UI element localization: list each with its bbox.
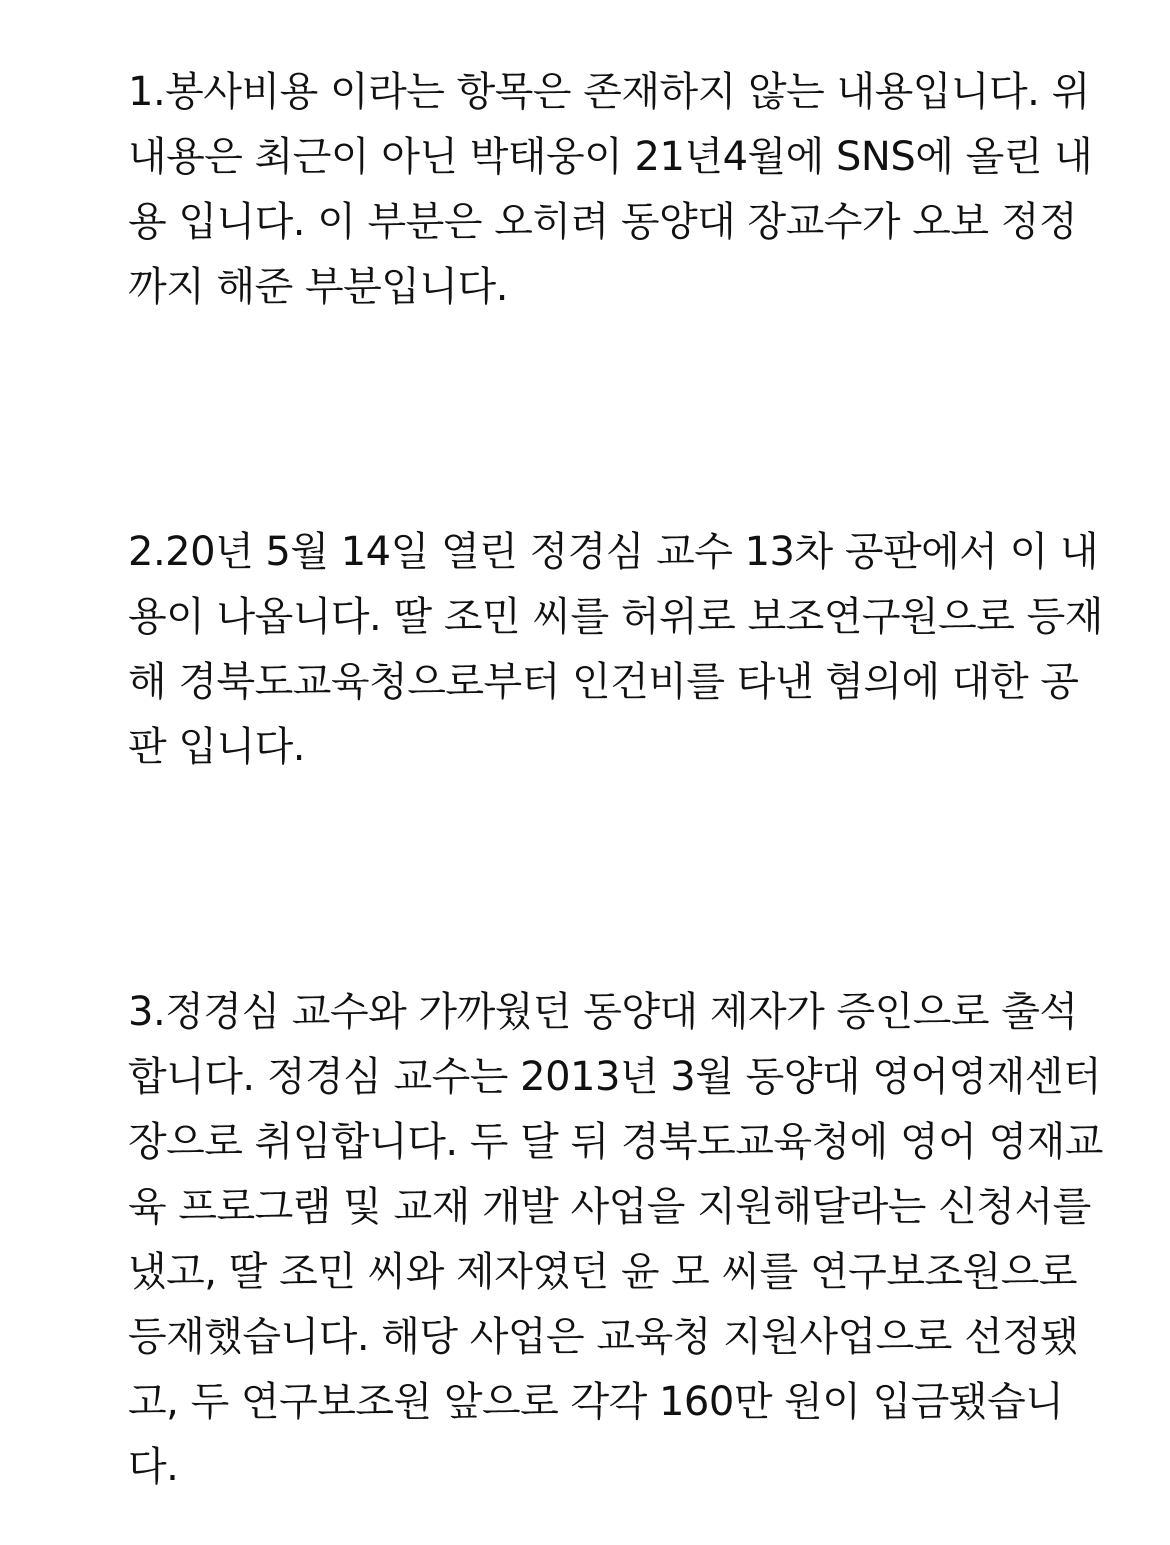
paragraph-line: 내용은 최근이 아닌 박태웅이 21년4월에 SNS에 올린 내 [128,134,1093,180]
paragraph-line: 3.정경심 교수와 가까웠던 동양대 제자가 증인으로 출석 [128,989,1078,1035]
paragraph-line: 2.20년 5월 14일 열린 정경심 교수 13차 공판에서 이 내 [128,529,1099,575]
paragraph-line: 판 입니다. [128,724,305,770]
paragraph-line: 용 입니다. 이 부분은 오히려 동양대 장교수가 오보 정정 [128,199,1078,245]
paragraph-3 [128,980,1128,1500]
paragraph-line: 고, 두 연구보조원 앞으로 각각 160만 원이 입금됐습니 [128,1379,1064,1425]
paragraph-line: 용이 나옵니다. 딸 조민 씨를 허위로 보조연구원으로 등재 [128,594,1103,640]
paragraph-line: 1.봉사비용 이라는 항목은 존재하지 않는 내용입니다. 위 [128,69,1090,115]
paragraph-line: 장으로 취임합니다. 두 달 뒤 경북도교육청에 영어 영재교 [128,1119,1103,1165]
paragraph-1 [128,60,1128,320]
paragraph-line: 육 프로그램 및 교재 개발 사업을 지원해달라는 신청서를 [128,1184,1091,1230]
paragraph-line: 합니다. 정경심 교수는 2013년 3월 동양대 영어영재센터 [128,1054,1102,1100]
paragraph-line: 다. [128,1444,179,1490]
paragraph-line: 해 경북도교육청으로부터 인건비를 타낸 혐의에 대한 공 [128,659,1079,705]
paragraph-line: 등재했습니다. 해당 사업은 교육청 지원사업으로 선정됐 [128,1314,1079,1360]
paragraph-line: 까지 해준 부분입니다. [128,264,508,310]
paragraph-line: 냈고, 딸 조민 씨와 제자였던 윤 모 씨를 연구보조원으로 [128,1249,1078,1295]
paragraph-2 [128,520,1128,780]
